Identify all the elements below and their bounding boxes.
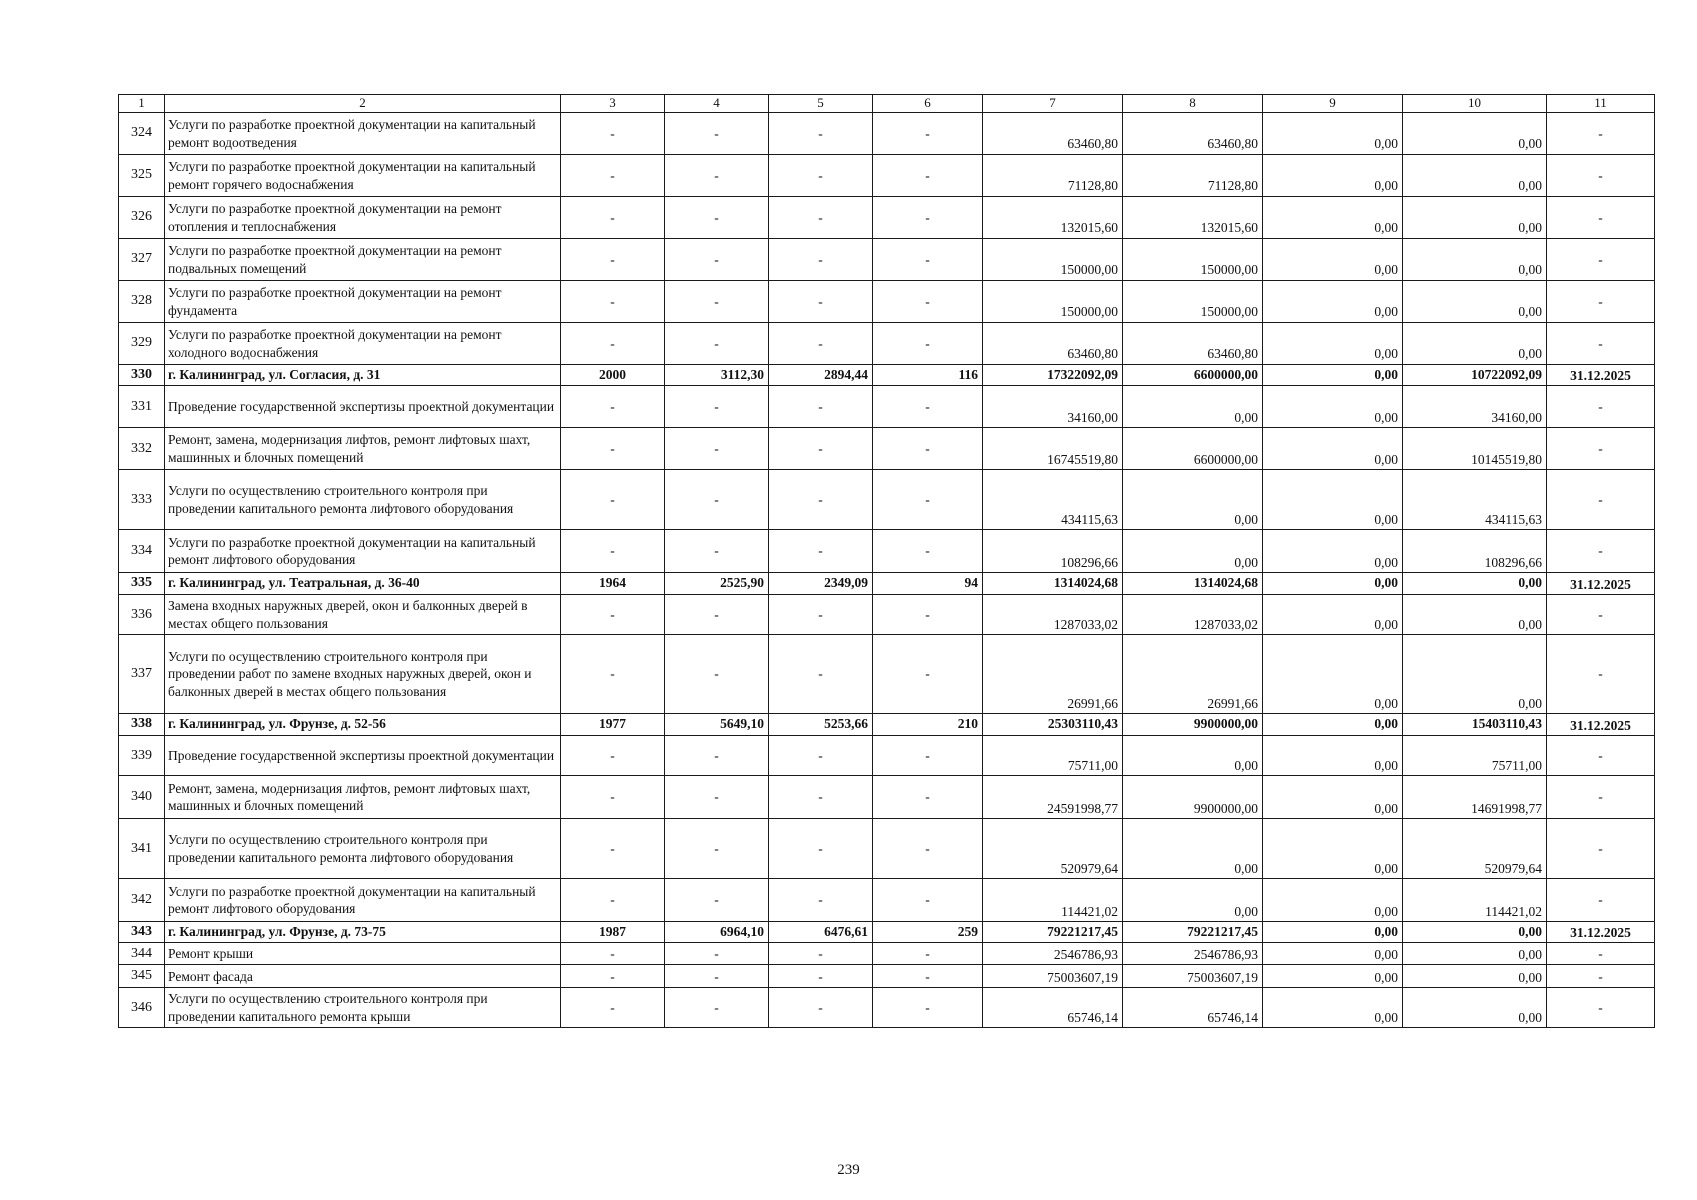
col-8: 71128,80 <box>1123 155 1263 197</box>
col-11: - <box>1547 197 1655 239</box>
work-name: Услуги по разработке проектной документации на капитальный ремонт горячего водоснабжения <box>165 155 561 197</box>
col-10: 0,00 <box>1403 988 1547 1028</box>
col-7: 79221217,45 <box>983 922 1123 943</box>
col-4: - <box>665 776 769 819</box>
col-9: 0,00 <box>1263 470 1403 530</box>
table-row <box>119 428 1655 470</box>
col-3: - <box>561 595 665 635</box>
work-name: Услуги по осуществлению строительного контроля при проведении капитального ремонта лифтового оборудования <box>165 470 561 530</box>
header-cell: 2 <box>165 95 561 113</box>
col-5: - <box>769 155 873 197</box>
col-4: - <box>665 530 769 573</box>
col-3: - <box>561 988 665 1028</box>
budget-table <box>118 94 1655 1028</box>
col-4: - <box>665 879 769 922</box>
col-4: - <box>665 943 769 965</box>
header-cell: 7 <box>983 95 1123 113</box>
col-4: - <box>665 281 769 323</box>
table-row <box>119 155 1655 197</box>
col-11: - <box>1547 635 1655 714</box>
col-5: - <box>769 879 873 922</box>
col-4: - <box>665 323 769 365</box>
col-3: - <box>561 776 665 819</box>
col-7: 1314024,68 <box>983 573 1123 595</box>
col-10: 0,00 <box>1403 113 1547 155</box>
col-6: - <box>873 323 983 365</box>
table-row <box>119 965 1655 988</box>
table-row <box>119 736 1655 776</box>
col-9: 0,00 <box>1263 965 1403 988</box>
row-number: 343 <box>119 922 165 943</box>
row-number: 342 <box>119 879 165 922</box>
col-9: 0,00 <box>1263 428 1403 470</box>
col-11: - <box>1547 428 1655 470</box>
col-6: 116 <box>873 365 983 386</box>
col-8: 6600000,00 <box>1123 365 1263 386</box>
col-7: 63460,80 <box>983 323 1123 365</box>
row-number: 328 <box>119 281 165 323</box>
col-10: 15403110,43 <box>1403 714 1547 736</box>
col-3: - <box>561 943 665 965</box>
col-10: 0,00 <box>1403 197 1547 239</box>
table-row <box>119 470 1655 530</box>
col-9: 0,00 <box>1263 197 1403 239</box>
work-name: Услуги по осуществлению строительного контроля при проведении работ по замене входных наружных дверей, окон и балконных дверей в местах общего пользования <box>165 635 561 714</box>
col-7: 150000,00 <box>983 281 1123 323</box>
col-8: 0,00 <box>1123 879 1263 922</box>
header-cell: 6 <box>873 95 983 113</box>
table-row <box>119 197 1655 239</box>
col-7: 1287033,02 <box>983 595 1123 635</box>
col-10: 520979,64 <box>1403 819 1547 879</box>
col-5: - <box>769 776 873 819</box>
col-10: 0,00 <box>1403 595 1547 635</box>
col-9: 0,00 <box>1263 879 1403 922</box>
col-5: - <box>769 988 873 1028</box>
col-10: 75711,00 <box>1403 736 1547 776</box>
col-8: 0,00 <box>1123 470 1263 530</box>
col-6: - <box>873 155 983 197</box>
col-3: 1977 <box>561 714 665 736</box>
table-row <box>119 323 1655 365</box>
col-7: 108296,66 <box>983 530 1123 573</box>
col-3: - <box>561 281 665 323</box>
col-5: - <box>769 530 873 573</box>
work-name: г. Калининград, ул. Фрунзе, д. 52-56 <box>165 714 561 736</box>
work-name: г. Калининград, ул. Театральная, д. 36-40 <box>165 573 561 595</box>
col-3: 1987 <box>561 922 665 943</box>
col-10: 14691998,77 <box>1403 776 1547 819</box>
col-6: - <box>873 197 983 239</box>
col-3: - <box>561 239 665 281</box>
col-9: 0,00 <box>1263 922 1403 943</box>
col-3: 1964 <box>561 573 665 595</box>
col-4: - <box>665 386 769 428</box>
work-name: Ремонт, замена, модернизация лифтов, ремонт лифтовых шахт, машинных и блочных помещений <box>165 428 561 470</box>
row-number: 341 <box>119 819 165 879</box>
col-6: - <box>873 113 983 155</box>
col-6: - <box>873 736 983 776</box>
col-5: - <box>769 113 873 155</box>
col-4: 5649,10 <box>665 714 769 736</box>
col-7: 132015,60 <box>983 197 1123 239</box>
work-name: Замена входных наружных дверей, окон и балконных дверей в местах общего пользования <box>165 595 561 635</box>
col-5: - <box>769 943 873 965</box>
row-number: 325 <box>119 155 165 197</box>
col-6: - <box>873 386 983 428</box>
col-9: 0,00 <box>1263 281 1403 323</box>
col-6: - <box>873 530 983 573</box>
col-3: - <box>561 530 665 573</box>
col-3: - <box>561 819 665 879</box>
col-5: 2894,44 <box>769 365 873 386</box>
col-8: 26991,66 <box>1123 635 1263 714</box>
table-row <box>119 281 1655 323</box>
col-8: 1287033,02 <box>1123 595 1263 635</box>
col-9: 0,00 <box>1263 635 1403 714</box>
col-8: 150000,00 <box>1123 281 1263 323</box>
col-3: - <box>561 635 665 714</box>
col-11: - <box>1547 155 1655 197</box>
row-number: 331 <box>119 386 165 428</box>
col-10: 0,00 <box>1403 155 1547 197</box>
row-number: 324 <box>119 113 165 155</box>
header-cell: 9 <box>1263 95 1403 113</box>
col-11: - <box>1547 470 1655 530</box>
row-number: 333 <box>119 470 165 530</box>
col-3: - <box>561 470 665 530</box>
work-name: Услуги по разработке проектной документации на ремонт отопления и теплоснабжения <box>165 197 561 239</box>
col-8: 0,00 <box>1123 386 1263 428</box>
col-8: 63460,80 <box>1123 323 1263 365</box>
col-6: - <box>873 819 983 879</box>
col-10: 0,00 <box>1403 943 1547 965</box>
col-7: 75003607,19 <box>983 965 1123 988</box>
col-9: 0,00 <box>1263 323 1403 365</box>
col-9: 0,00 <box>1263 736 1403 776</box>
col-5: - <box>769 281 873 323</box>
col-9: 0,00 <box>1263 943 1403 965</box>
row-number: 335 <box>119 573 165 595</box>
col-7: 26991,66 <box>983 635 1123 714</box>
col-4: - <box>665 988 769 1028</box>
work-name: Услуги по разработке проектной документации на капитальный ремонт лифтового оборудования <box>165 879 561 922</box>
table-row <box>119 530 1655 573</box>
col-8: 0,00 <box>1123 530 1263 573</box>
col-6: 259 <box>873 922 983 943</box>
col-4: - <box>665 197 769 239</box>
col-3: - <box>561 197 665 239</box>
work-name: г. Калининград, ул. Фрунзе, д. 73-75 <box>165 922 561 943</box>
col-6: - <box>873 635 983 714</box>
col-5: - <box>769 323 873 365</box>
col-4: - <box>665 470 769 530</box>
col-3: - <box>561 113 665 155</box>
col-8: 0,00 <box>1123 736 1263 776</box>
col-11: - <box>1547 386 1655 428</box>
col-4: 3112,30 <box>665 365 769 386</box>
col-10: 0,00 <box>1403 965 1547 988</box>
col-4: 2525,90 <box>665 573 769 595</box>
address-row <box>119 365 1655 386</box>
col-5: - <box>769 595 873 635</box>
work-name: Проведение государственной экспертизы проектной документации <box>165 386 561 428</box>
col-11: 31.12.2025 <box>1547 573 1655 595</box>
col-11: 31.12.2025 <box>1547 922 1655 943</box>
col-10: 10145519,80 <box>1403 428 1547 470</box>
col-9: 0,00 <box>1263 155 1403 197</box>
work-name: Услуги по осуществлению строительного контроля при проведении капитального ремонта крыши <box>165 988 561 1028</box>
col-10: 108296,66 <box>1403 530 1547 573</box>
col-5: 5253,66 <box>769 714 873 736</box>
col-8: 9900000,00 <box>1123 714 1263 736</box>
col-3: - <box>561 323 665 365</box>
col-11: - <box>1547 595 1655 635</box>
col-9: 0,00 <box>1263 595 1403 635</box>
col-3: - <box>561 428 665 470</box>
col-9: 0,00 <box>1263 386 1403 428</box>
col-7: 25303110,43 <box>983 714 1123 736</box>
col-4: - <box>665 239 769 281</box>
row-number: 337 <box>119 635 165 714</box>
col-5: - <box>769 386 873 428</box>
work-name: Ремонт крыши <box>165 943 561 965</box>
col-10: 0,00 <box>1403 239 1547 281</box>
col-8: 9900000,00 <box>1123 776 1263 819</box>
col-8: 2546786,93 <box>1123 943 1263 965</box>
col-7: 520979,64 <box>983 819 1123 879</box>
col-9: 0,00 <box>1263 239 1403 281</box>
col-3: - <box>561 155 665 197</box>
col-11: - <box>1547 776 1655 819</box>
col-5: 6476,61 <box>769 922 873 943</box>
table-row <box>119 943 1655 965</box>
col-8: 1314024,68 <box>1123 573 1263 595</box>
header-cell: 3 <box>561 95 665 113</box>
col-9: 0,00 <box>1263 573 1403 595</box>
address-row <box>119 714 1655 736</box>
work-name: Ремонт, замена, модернизация лифтов, ремонт лифтовых шахт, машинных и блочных помещений <box>165 776 561 819</box>
row-number: 339 <box>119 736 165 776</box>
col-6: - <box>873 281 983 323</box>
header-cell: 8 <box>1123 95 1263 113</box>
col-10: 114421,02 <box>1403 879 1547 922</box>
col-4: - <box>665 635 769 714</box>
col-11: - <box>1547 530 1655 573</box>
col-4: - <box>665 819 769 879</box>
col-11: - <box>1547 113 1655 155</box>
col-3: - <box>561 965 665 988</box>
header-cell: 11 <box>1547 95 1655 113</box>
work-name: Услуги по разработке проектной документации на ремонт подвальных помещений <box>165 239 561 281</box>
work-name: Ремонт фасада <box>165 965 561 988</box>
col-7: 16745519,80 <box>983 428 1123 470</box>
col-10: 0,00 <box>1403 281 1547 323</box>
col-10: 0,00 <box>1403 922 1547 943</box>
table-row <box>119 386 1655 428</box>
work-name: Услуги по разработке проектной документации на капитальный ремонт водоотведения <box>165 113 561 155</box>
col-11: - <box>1547 988 1655 1028</box>
col-6: 210 <box>873 714 983 736</box>
col-11: 31.12.2025 <box>1547 714 1655 736</box>
col-11: - <box>1547 736 1655 776</box>
row-number: 334 <box>119 530 165 573</box>
col-5: - <box>769 736 873 776</box>
col-9: 0,00 <box>1263 530 1403 573</box>
col-9: 0,00 <box>1263 988 1403 1028</box>
work-name: Услуги по осуществлению строительного контроля при проведении капитального ремонта лифтового оборудования <box>165 819 561 879</box>
col-9: 0,00 <box>1263 714 1403 736</box>
col-5: - <box>769 819 873 879</box>
header-cell: 10 <box>1403 95 1547 113</box>
column-number-header <box>119 95 1655 113</box>
work-name: Услуги по разработке проектной документации на ремонт холодного водоснабжения <box>165 323 561 365</box>
row-number: 338 <box>119 714 165 736</box>
col-4: - <box>665 428 769 470</box>
col-8: 79221217,45 <box>1123 922 1263 943</box>
col-8: 132015,60 <box>1123 197 1263 239</box>
col-6: - <box>873 470 983 530</box>
col-4: - <box>665 965 769 988</box>
col-7: 34160,00 <box>983 386 1123 428</box>
col-6: 94 <box>873 573 983 595</box>
address-row <box>119 573 1655 595</box>
col-4: - <box>665 736 769 776</box>
col-6: - <box>873 239 983 281</box>
work-name: г. Калининград, ул. Согласия, д. 31 <box>165 365 561 386</box>
work-name: Услуги по разработке проектной документации на ремонт фундамента <box>165 281 561 323</box>
row-number: 340 <box>119 776 165 819</box>
col-7: 24591998,77 <box>983 776 1123 819</box>
col-6: - <box>873 879 983 922</box>
col-5: - <box>769 635 873 714</box>
table-row <box>119 776 1655 819</box>
col-6: - <box>873 988 983 1028</box>
col-4: - <box>665 155 769 197</box>
col-5: - <box>769 965 873 988</box>
col-7: 63460,80 <box>983 113 1123 155</box>
col-4: 6964,10 <box>665 922 769 943</box>
col-7: 150000,00 <box>983 239 1123 281</box>
table-body <box>119 95 1655 1028</box>
col-11: - <box>1547 323 1655 365</box>
col-9: 0,00 <box>1263 819 1403 879</box>
col-11: - <box>1547 965 1655 988</box>
col-11: - <box>1547 819 1655 879</box>
row-number: 329 <box>119 323 165 365</box>
table-row <box>119 819 1655 879</box>
work-name: Услуги по разработке проектной документации на капитальный ремонт лифтового оборудования <box>165 530 561 573</box>
col-6: - <box>873 595 983 635</box>
col-10: 10722092,09 <box>1403 365 1547 386</box>
col-10: 34160,00 <box>1403 386 1547 428</box>
work-name: Проведение государственной экспертизы проектной документации <box>165 736 561 776</box>
col-9: 0,00 <box>1263 365 1403 386</box>
row-number: 330 <box>119 365 165 386</box>
col-7: 114421,02 <box>983 879 1123 922</box>
col-7: 434115,63 <box>983 470 1123 530</box>
header-cell: 4 <box>665 95 769 113</box>
col-7: 2546786,93 <box>983 943 1123 965</box>
col-10: 0,00 <box>1403 573 1547 595</box>
col-4: - <box>665 113 769 155</box>
col-10: 0,00 <box>1403 635 1547 714</box>
row-number: 326 <box>119 197 165 239</box>
col-5: - <box>769 197 873 239</box>
col-3: - <box>561 879 665 922</box>
row-number: 336 <box>119 595 165 635</box>
row-number: 344 <box>119 943 165 965</box>
col-8: 150000,00 <box>1123 239 1263 281</box>
col-11: - <box>1547 879 1655 922</box>
col-3: - <box>561 386 665 428</box>
col-8: 6600000,00 <box>1123 428 1263 470</box>
col-6: - <box>873 943 983 965</box>
col-3: - <box>561 736 665 776</box>
col-5: - <box>769 239 873 281</box>
col-9: 0,00 <box>1263 113 1403 155</box>
col-4: - <box>665 595 769 635</box>
row-number: 345 <box>119 965 165 988</box>
address-row <box>119 922 1655 943</box>
col-10: 434115,63 <box>1403 470 1547 530</box>
col-3: 2000 <box>561 365 665 386</box>
col-8: 63460,80 <box>1123 113 1263 155</box>
row-number: 332 <box>119 428 165 470</box>
col-7: 75711,00 <box>983 736 1123 776</box>
header-cell: 1 <box>119 95 165 113</box>
col-5: - <box>769 470 873 530</box>
col-9: 0,00 <box>1263 776 1403 819</box>
col-5: 2349,09 <box>769 573 873 595</box>
col-8: 65746,14 <box>1123 988 1263 1028</box>
row-number: 346 <box>119 988 165 1028</box>
page-number: 239 <box>837 1162 860 1178</box>
table-row <box>119 988 1655 1028</box>
table-row <box>119 635 1655 714</box>
table-row <box>119 595 1655 635</box>
table-row <box>119 239 1655 281</box>
table-row <box>119 113 1655 155</box>
table-row <box>119 879 1655 922</box>
col-8: 75003607,19 <box>1123 965 1263 988</box>
header-cell: 5 <box>769 95 873 113</box>
col-8: 0,00 <box>1123 819 1263 879</box>
col-11: - <box>1547 239 1655 281</box>
col-6: - <box>873 776 983 819</box>
col-11: - <box>1547 943 1655 965</box>
col-7: 17322092,09 <box>983 365 1123 386</box>
col-11: - <box>1547 281 1655 323</box>
col-6: - <box>873 428 983 470</box>
col-5: - <box>769 428 873 470</box>
row-number: 327 <box>119 239 165 281</box>
col-7: 65746,14 <box>983 988 1123 1028</box>
col-11: 31.12.2025 <box>1547 365 1655 386</box>
col-6: - <box>873 965 983 988</box>
col-10: 0,00 <box>1403 323 1547 365</box>
col-7: 71128,80 <box>983 155 1123 197</box>
